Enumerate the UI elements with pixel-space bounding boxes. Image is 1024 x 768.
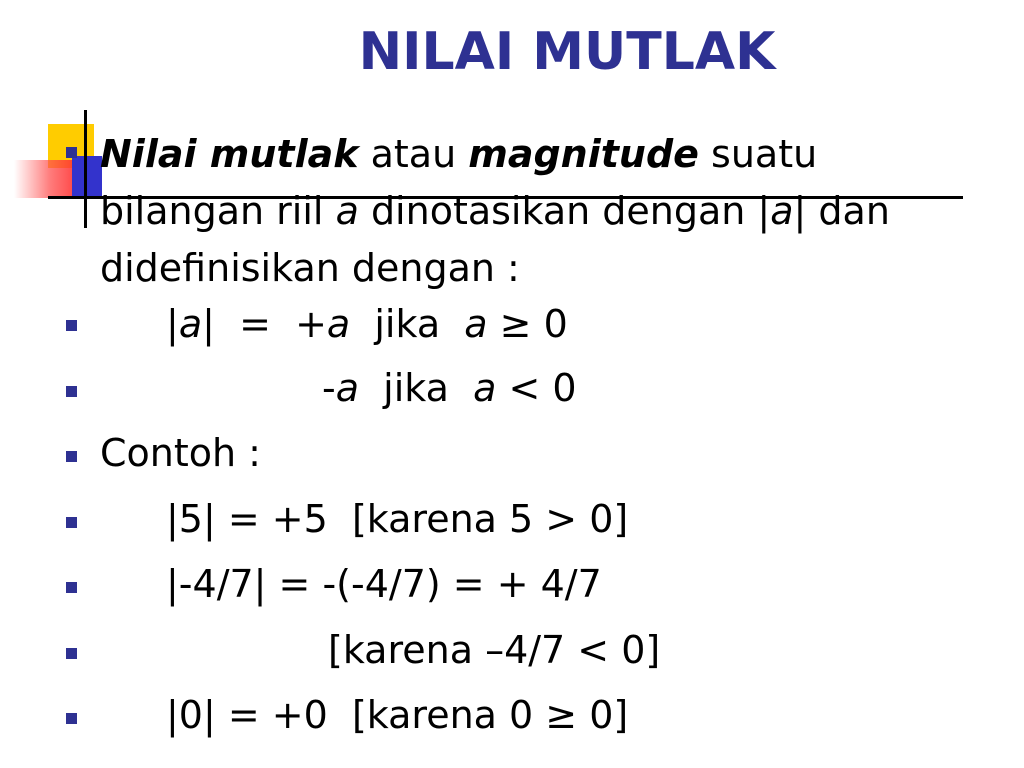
example-line: |-4/7| = -(-4/7) = + 4/7 [166,562,602,606]
decorative-vertical-line [84,110,87,228]
term-magnitude: magnitude [468,132,699,176]
bullet-icon [66,648,77,659]
example-line: |5| = +5 [karena 5 > 0] [166,497,629,541]
variable-a: a [326,302,351,346]
contoh-label: Contoh : [100,431,261,475]
case-negative [322,366,577,410]
example-line: [karena –4/7 < 0] [328,628,661,672]
bullet-icon [66,517,77,528]
term-nilai-mutlak: Nilai mutlak [100,132,359,176]
variable-a: a [770,189,794,233]
bullet-icon [66,582,77,593]
definition-paragraph [100,126,980,297]
bullet-icon [66,320,77,331]
bullet-icon [66,147,77,158]
definition-text: dinotasikan dengan | [358,189,771,233]
variable-a: a [464,302,488,346]
text: jika [359,366,474,410]
text: | [166,302,179,346]
text-atau: atau [358,132,469,176]
variable-a: a [178,302,203,346]
text: < 0 [496,366,577,410]
definition-text: suatu bilangan riil [100,132,818,233]
text: | = + [202,302,327,346]
variable-a: a [473,366,497,410]
text: ≥ 0 [487,302,568,346]
bullet-icon [66,451,77,462]
case-positive [166,302,568,346]
bullet-icon [66,713,77,724]
variable-a: a [335,366,360,410]
example-line: |0| = +0 [karena 0 ≥ 0] [166,693,629,737]
bullet-icon [66,386,77,397]
text: jika [350,302,465,346]
text: - [322,366,336,410]
decorative-blue-square [72,156,102,196]
page-title: NILAI MUTLAK [358,22,776,82]
definition-text: | dan didefinisikan dengan : [100,189,890,290]
variable-a: a [335,189,359,233]
